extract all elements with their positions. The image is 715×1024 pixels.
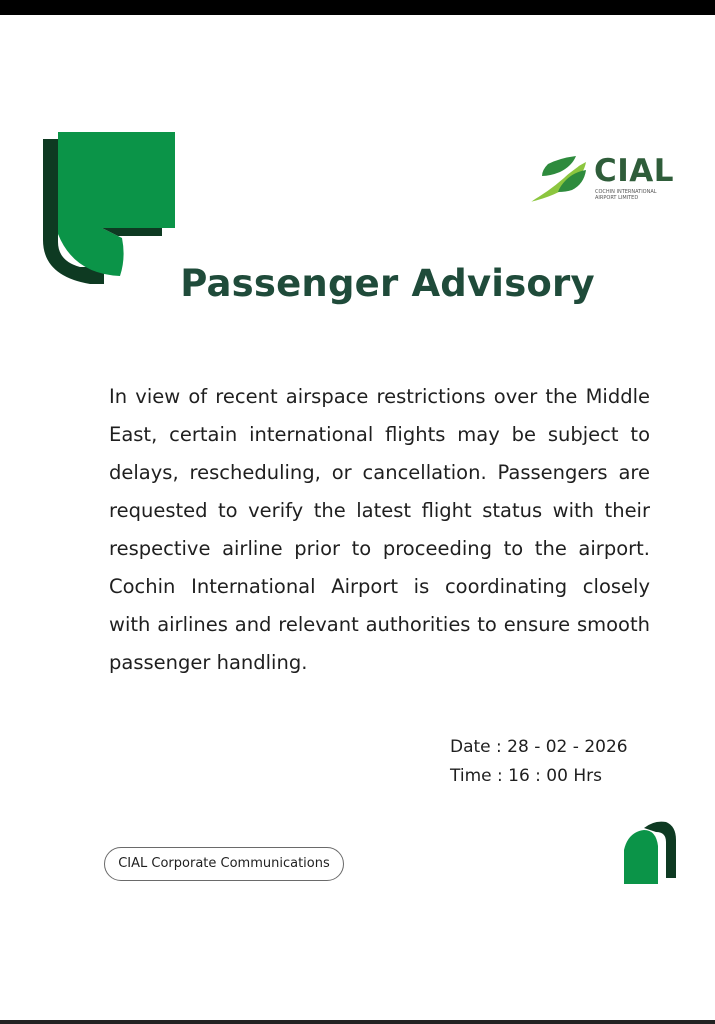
top-bar bbox=[0, 0, 715, 15]
logo-wordmark: CIAL bbox=[594, 153, 675, 189]
advisory-body: In view of recent airspace restrictions over the Middle East, certain international flights may be subject to delays, rescheduling, or cancellation. Passengers are requested to verify the latest flight status with their respective airline prior to proceeding to the airport. Cochin International Airport is coordinating closely with airlines and relevant authorities to ensure smooth passenger handling. bbox=[109, 385, 650, 674]
leaf-icon bbox=[528, 154, 592, 206]
signoff-badge: CIAL Corporate Communications bbox=[104, 847, 344, 881]
cial-logo bbox=[528, 150, 688, 210]
time-line: Time : 16 : 00 Hrs bbox=[450, 766, 602, 786]
page-title: Passenger Advisory bbox=[180, 262, 595, 305]
date-line: Date : 28 - 02 - 2026 bbox=[450, 737, 628, 757]
corner-mark-graphic bbox=[622, 820, 678, 886]
bottom-border bbox=[0, 1020, 715, 1024]
date-time-block bbox=[450, 733, 628, 791]
logo-subtitle: COCHIN INTERNATIONAL AIRPORT LIMITED bbox=[595, 189, 657, 201]
